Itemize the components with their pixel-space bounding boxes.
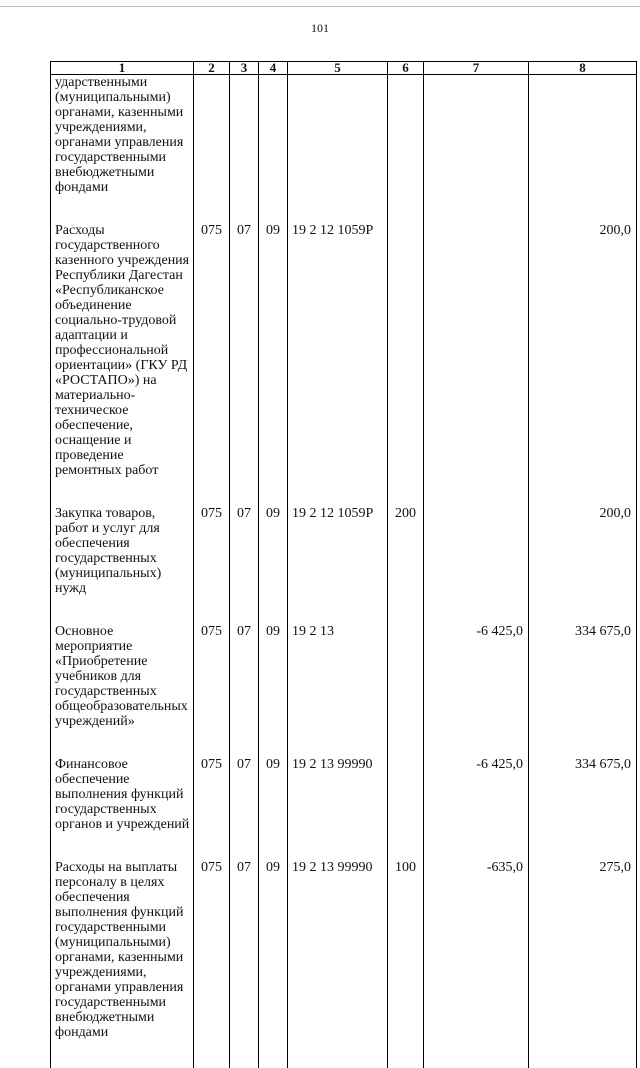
row-admin-code: 075 (194, 624, 230, 729)
row-target-code: 19 2 13 (288, 624, 388, 729)
row-section: 07 (230, 624, 259, 729)
row-total-amount: 334 675,0 (529, 757, 637, 832)
header-col-6: 6 (388, 62, 424, 75)
row-section: 07 (230, 506, 259, 596)
row-target-code: 19 2 13 99990 (288, 860, 388, 1040)
row-spacer (51, 478, 637, 506)
table-row (51, 757, 637, 832)
row-total-amount: 200,0 (529, 506, 637, 596)
budget-table (50, 61, 637, 1068)
row-subsection (259, 75, 288, 196)
row-target-code: 19 2 13 99990 (288, 757, 388, 832)
row-total-amount: 275,0 (529, 860, 637, 1040)
row-name: Расходы государственного казенного учреждения Республики Дагестан «Республиканское объединение социально-трудовой адаптации и профессиональной ориентации» (ГКУ РД «РОСТАПО») на материально-техническое обеспечение, оснащение и проведение ремонтных работ (51, 223, 194, 478)
row-spacer (51, 832, 637, 860)
table-row (51, 75, 637, 196)
row-expense-type (388, 75, 424, 196)
row-section: 07 (230, 223, 259, 478)
row-target-code: 19 2 12 1059Р (288, 223, 388, 478)
row-admin-code: 075 (194, 860, 230, 1040)
header-col-3: 3 (230, 62, 259, 75)
row-change-amount: -6 425,0 (424, 624, 529, 729)
row-expense-type: 100 (388, 860, 424, 1040)
row-total-amount: 200,0 (529, 223, 637, 478)
row-spacer (51, 1040, 637, 1068)
row-spacer (51, 195, 637, 223)
row-admin-code: 075 (194, 223, 230, 478)
row-admin-code: 075 (194, 506, 230, 596)
header-row (51, 62, 637, 75)
row-name: ударственными (муниципальными) органами, казенными учреждениями, органами управления государственными внебюджетными фондами (51, 75, 194, 196)
row-expense-type: 200 (388, 506, 424, 596)
row-expense-type (388, 223, 424, 478)
top-rule (0, 6, 640, 7)
row-change-amount (424, 75, 529, 196)
header-col-1: 1 (51, 62, 194, 75)
row-name: Расходы на выплаты персоналу в целях обеспечения выполнения функций государственными (муниципальными) органами, казенными учреждениями, органами управления государственными внебюджетными фондами (51, 860, 194, 1040)
row-subsection: 09 (259, 506, 288, 596)
row-name: Финансовое обеспечение выполнения функций государственных органов и учреждений (51, 757, 194, 832)
row-change-amount: -6 425,0 (424, 757, 529, 832)
row-change-amount (424, 506, 529, 596)
row-spacer (51, 729, 637, 757)
row-spacer (51, 596, 637, 624)
row-target-code: 19 2 12 1059Р (288, 506, 388, 596)
table-row (51, 860, 637, 1040)
table-row (51, 223, 637, 478)
page-number: 101 (311, 21, 329, 35)
row-expense-type (388, 757, 424, 832)
row-subsection: 09 (259, 860, 288, 1040)
row-subsection: 09 (259, 223, 288, 478)
row-total-amount: 334 675,0 (529, 624, 637, 729)
header-col-4: 4 (259, 62, 288, 75)
row-name: Закупка товаров, работ и услуг для обеспечения государственных (муниципальных) нужд (51, 506, 194, 596)
row-name: Основное мероприятие «Приобретение учебников для государственных общеобразовательных учреждений» (51, 624, 194, 729)
row-section: 07 (230, 860, 259, 1040)
header-col-7: 7 (424, 62, 529, 75)
row-target-code (288, 75, 388, 196)
row-change-amount (424, 223, 529, 478)
row-change-amount: -635,0 (424, 860, 529, 1040)
row-subsection: 09 (259, 757, 288, 832)
row-expense-type (388, 624, 424, 729)
header-col-5: 5 (288, 62, 388, 75)
row-section (230, 75, 259, 196)
header-col-8: 8 (529, 62, 637, 75)
row-admin-code: 075 (194, 757, 230, 832)
table-row (51, 624, 637, 729)
row-total-amount (529, 75, 637, 196)
header-col-2: 2 (194, 62, 230, 75)
table-row (51, 506, 637, 596)
row-subsection: 09 (259, 624, 288, 729)
row-section: 07 (230, 757, 259, 832)
row-admin-code (194, 75, 230, 196)
